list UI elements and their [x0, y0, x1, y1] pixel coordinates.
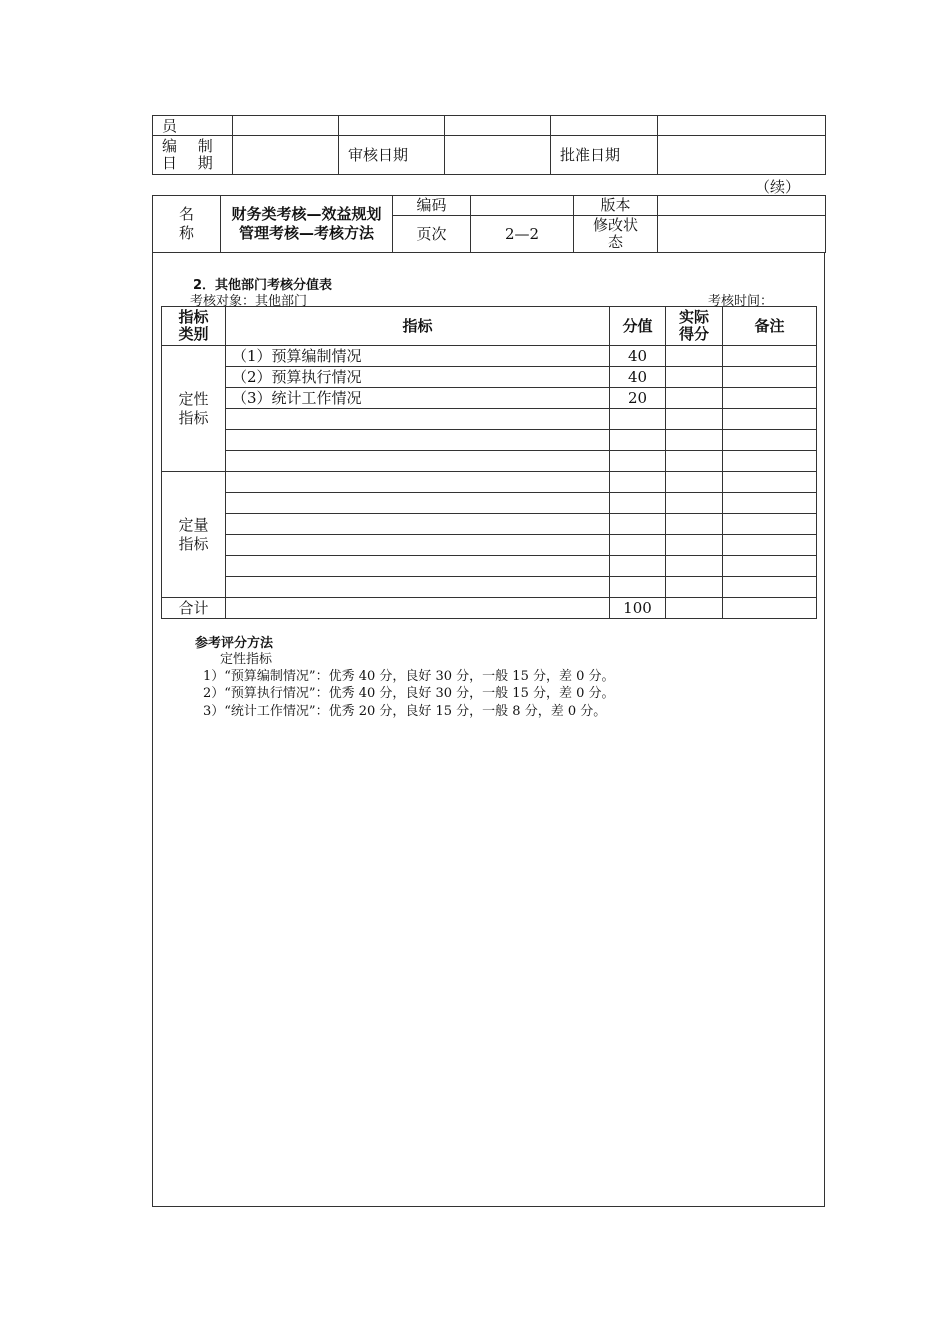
- score-cell: [610, 472, 666, 493]
- score-cell: [610, 535, 666, 556]
- score-cell: [610, 514, 666, 535]
- total-label: 合计: [162, 598, 226, 619]
- prepare-date-label-cell: [153, 136, 233, 175]
- remarks-cell: [723, 409, 817, 430]
- review-date-value: [445, 136, 551, 175]
- continued-note: （续）: [754, 178, 800, 196]
- method-subtitle: 定性指标: [220, 652, 273, 667]
- assessment-target: 考核对象：其他部门: [190, 294, 308, 309]
- remarks-cell: [723, 430, 817, 451]
- remarks-cell: [723, 556, 817, 577]
- prepare-date-label: 编 制 日 期: [162, 137, 221, 172]
- indicator-text: （3）统计工作情况: [232, 388, 362, 407]
- remarks-cell: [723, 535, 817, 556]
- actual-cell: [666, 493, 723, 514]
- table-row: [226, 451, 610, 472]
- page-label: 页次: [416, 224, 447, 243]
- prepare-date-value: [233, 136, 339, 175]
- approve-date-label-cell: [551, 136, 658, 175]
- signature-table: [152, 115, 826, 175]
- name-label-cell: [153, 196, 221, 253]
- review-date-label: 审核日期: [348, 145, 409, 164]
- method-title: 参考评分方法: [195, 636, 274, 651]
- remarks-cell: [723, 493, 817, 514]
- table-row: [226, 346, 610, 367]
- score-cell: [610, 451, 666, 472]
- page-label-cell: [393, 216, 471, 253]
- indicator-text: （2）预算执行情况: [232, 367, 362, 386]
- empty-cell: [233, 116, 339, 136]
- revision-label: 修改状态: [592, 216, 638, 251]
- table-row: [226, 430, 610, 451]
- version-label-cell: [574, 196, 658, 216]
- table-row: [226, 409, 610, 430]
- section-title: 2．其他部门考核分值表: [193, 278, 333, 293]
- header-remarks: 备注: [723, 307, 817, 346]
- actual-cell: [666, 388, 723, 409]
- score-cell: 20: [610, 388, 666, 409]
- header-score: 分值: [610, 307, 666, 346]
- empty-cell: [658, 116, 826, 136]
- actual-cell: [666, 577, 723, 598]
- score-cell: 40: [610, 367, 666, 388]
- approve-date-value: [658, 136, 826, 175]
- empty-cell: [551, 116, 658, 136]
- page-value-cell: [471, 216, 574, 253]
- code-label-cell: [393, 196, 471, 216]
- qualitative-category: 定性指标: [162, 346, 226, 472]
- remarks-cell: [723, 346, 817, 367]
- table-row: [226, 556, 610, 577]
- total-remarks-cell: [723, 598, 817, 619]
- score-cell: [610, 577, 666, 598]
- remarks-cell: [723, 472, 817, 493]
- actual-cell: [666, 409, 723, 430]
- empty-cell: [445, 116, 551, 136]
- score-cell: [610, 409, 666, 430]
- quantitative-category: 定量指标: [162, 472, 226, 598]
- table-row: [226, 388, 610, 409]
- code-value: [471, 196, 574, 216]
- total-indicator-cell: [226, 598, 610, 619]
- method-item-2: 2）“预算执行情况”：优秀 40 分，良好 30 分，一般 15 分，差 0 分。: [203, 686, 615, 701]
- revision-label-cell: [574, 216, 658, 253]
- remarks-cell: [723, 451, 817, 472]
- actual-cell: [666, 472, 723, 493]
- table-row: [226, 367, 610, 388]
- table-row: [226, 577, 610, 598]
- total-actual-cell: [666, 598, 723, 619]
- name-label: 名称: [178, 205, 194, 242]
- staff-label-cell: [153, 116, 233, 136]
- document-header-table: [152, 195, 826, 253]
- actual-cell: [666, 346, 723, 367]
- staff-label: 员: [162, 116, 178, 135]
- score-cell: [610, 430, 666, 451]
- score-cell: [610, 556, 666, 577]
- method-item-1: 1）“预算编制情况”：优秀 40 分，良好 30 分，一般 15 分，差 0 分。: [203, 669, 615, 684]
- review-date-label-cell: [339, 136, 445, 175]
- remarks-cell: [723, 388, 817, 409]
- score-table: [161, 306, 817, 619]
- table-row: [226, 472, 610, 493]
- code-label: 编码: [416, 196, 447, 214]
- actual-cell: [666, 367, 723, 388]
- approve-date-label: 批准日期: [560, 145, 621, 164]
- version-label: 版本: [600, 196, 631, 214]
- remarks-cell: [723, 514, 817, 535]
- actual-cell: [666, 556, 723, 577]
- score-cell: [610, 493, 666, 514]
- assessment-time: 考核时间：: [708, 294, 774, 309]
- table-row: [226, 535, 610, 556]
- document-title: 财务类考核—效益规划管理考核—考核方法: [231, 205, 382, 242]
- total-score: 100: [610, 598, 666, 619]
- revision-value: [658, 216, 826, 253]
- header-indicator: 指标: [226, 307, 610, 346]
- document-title-cell: [221, 196, 393, 253]
- method-item-3: 3）“统计工作情况”：优秀 20 分，良好 15 分，一般 8 分，差 0 分。: [203, 704, 607, 719]
- actual-cell: [666, 535, 723, 556]
- score-cell: 40: [610, 346, 666, 367]
- indicator-text: （1）预算编制情况: [232, 346, 362, 365]
- empty-cell: [339, 116, 445, 136]
- remarks-cell: [723, 367, 817, 388]
- version-value: [658, 196, 826, 216]
- table-row: [226, 514, 610, 535]
- actual-cell: [666, 451, 723, 472]
- header-actual: 实际得分: [666, 307, 723, 346]
- header-category: 指标类别: [162, 307, 226, 346]
- actual-cell: [666, 430, 723, 451]
- actual-cell: [666, 514, 723, 535]
- page-value: 2—2: [504, 224, 540, 243]
- table-row: [226, 493, 610, 514]
- remarks-cell: [723, 577, 817, 598]
